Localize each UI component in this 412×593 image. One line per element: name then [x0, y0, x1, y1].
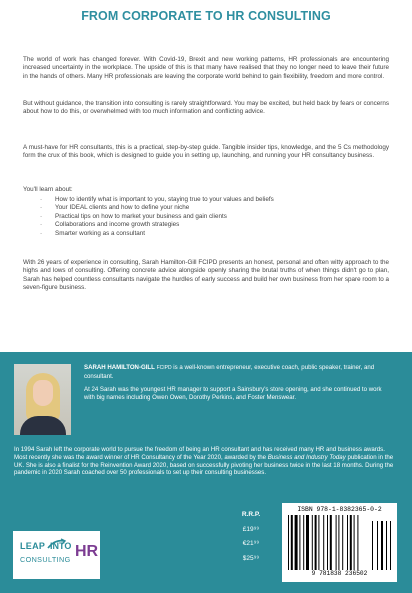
isbn-barcode: [282, 503, 397, 582]
bullet-icon: ·: [40, 229, 43, 237]
list-item: · Collaborations and income growth strategies: [40, 221, 180, 229]
list-item: · Your IDEAL clients and how to define your niche: [40, 204, 190, 212]
blurb-paragraph-3: A must-have for HR consultants, this is a practical, step-by-step guide. Tangible insider tips, knowledge, and the 5 Cs methodology form the crux of this book, which is designed to guide you in setting up, launching, and running your HR consultancy business.: [23, 144, 389, 160]
learn-list: [23, 196, 389, 238]
logo-word-consulting: CONSULTING: [20, 555, 71, 564]
bullet-icon: ·: [40, 196, 43, 203]
barcode-bars-icon: [288, 515, 391, 570]
bullet-icon: ·: [40, 221, 43, 229]
price-block: [231, 508, 271, 566]
rrp-heading: R.R.P.: [241, 511, 261, 518]
logo-word-into: INTO: [50, 541, 72, 551]
isbn-text: ISBN 978-1-8382365-0-2: [297, 506, 382, 513]
author-name: SARAH HAMILTON-GILL: [84, 364, 155, 371]
author-postnominal: FCIPD: [156, 365, 172, 371]
author-bio-1: SARAH HAMILTON-GILL FCIPD is a well-known entrepreneur, executive coach, public speaker, trainer, and consultant.: [84, 364, 375, 380]
blurb-paragraph-2: But without guidance, the transition into consulting is rarely straightforward. You may be excited, but held back by fears or concerns about how to do this, or overwhelmed with too much information and conflicting advice.: [23, 100, 389, 116]
price-gbp: £19⁹⁹: [242, 525, 260, 533]
logo-hr: HR: [75, 543, 99, 560]
list-item: · Smarter working as a consultant: [40, 229, 145, 237]
cover-title: FROM CORPORATE TO HR CONSULTING: [81, 9, 331, 23]
bullet-icon: ·: [40, 204, 43, 212]
publisher-logo: [13, 531, 100, 579]
barcode-digits: 9 781838 236502: [311, 570, 368, 577]
learn-heading: You'll learn about:: [23, 186, 73, 193]
list-item: · How to identify what is important to you, staying true to your values and beliefs: [40, 196, 274, 203]
price-eur: €21⁹⁹: [242, 540, 260, 547]
author-bio-2: At 24 Sarah was the youngest HR manager to support a Sainsbury's store opening, and she continued to work with big names including Owen Owen, Dorothy Perkins, and Foster Menswear.: [84, 386, 382, 401]
author-photo: [14, 364, 71, 435]
blurb-paragraph-4: With 26 years of experience in consulting, Sarah Hamilton-Gill FCIPD presents an honest, personal and often witty approach to the highs and lows of consulting. Offering concrete advice alongside openly sharing the brutal truths of when things didn't go to plan, Sarah has helped countless consultants navigate the hurdles of early success and build her own business from her spare room to a seven-figure business.: [23, 259, 389, 291]
price-usd: $25⁹⁹: [242, 554, 260, 562]
logo-word-leap: LEAP: [20, 541, 46, 551]
list-item: · Practical tips on how to market your business and gain clients: [40, 212, 227, 220]
blurb-paragraph-1: The world of work has changed forever. With Covid-19, Brexit and new working patterns, HR professionals are encountering increased uncertainty in the workplace. The upside of this is that many have realised that they no longer need to leave their future in the hands of others. Many HR professionals are leaving the corporate world behind to gain flexibility, freedom and more control.: [23, 56, 389, 80]
bullet-icon: ·: [40, 212, 43, 220]
author-bio-3: In 1994 Sarah left the corporate world to pursue the freedom of being an HR consultant and has received many HR and business awards. Most recently she was the award winner of HR Consultancy of the Year 2020, awarded by the Business and Industry Today publication in the UK. She is also a finalist for the Reinvention Award 2020, based on successfully pivoting her business twice in the last 18 months. During the pandemic in 2020 Sarah coached over 50 professionals to set up their consulting businesses.: [14, 446, 394, 477]
